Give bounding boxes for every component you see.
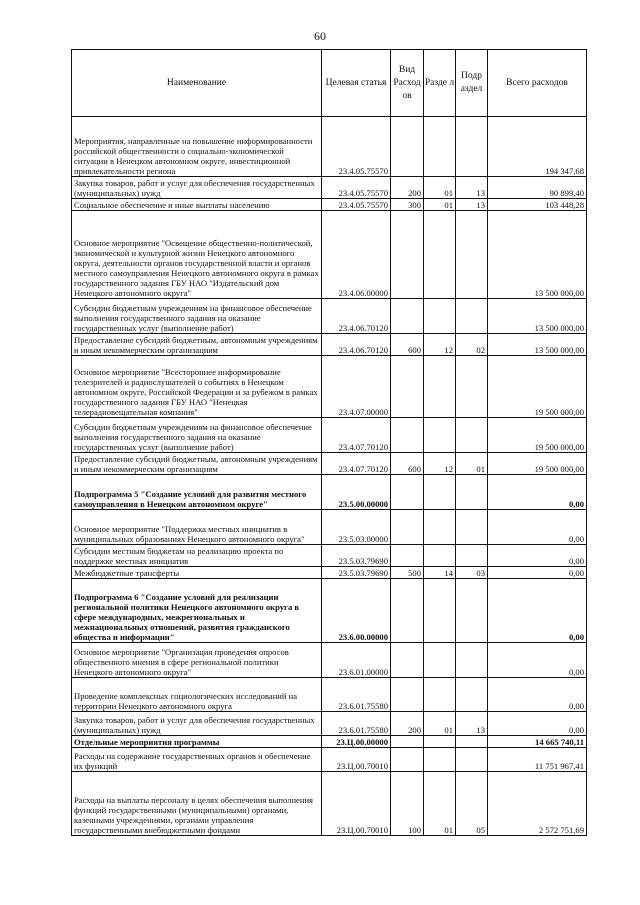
row-article-cell: 23.5.03.79690 <box>322 567 391 579</box>
row-section-cell <box>424 678 456 712</box>
row-expense-type-cell <box>391 643 424 678</box>
row-subsection-cell <box>456 117 488 177</box>
row-section-cell: 12 <box>424 453 456 475</box>
table-row <box>72 453 587 475</box>
row-subsection-cell: 13 <box>456 177 488 199</box>
row-article-cell: 23.4.06.70120 <box>322 299 391 334</box>
row-subsection-cell <box>456 510 488 545</box>
table-row <box>72 545 587 567</box>
row-subsection-cell <box>456 579 488 643</box>
row-section-cell <box>424 211 456 299</box>
row-amount-cell: 19 500 000,00 <box>488 453 587 475</box>
row-article-cell: 23.4.05.75570 <box>322 177 391 199</box>
row-amount-cell: 0,00 <box>488 643 587 678</box>
row-section-cell: 14 <box>424 567 456 579</box>
table-row <box>72 567 587 579</box>
row-expense-type-cell: 200 <box>391 177 424 199</box>
row-section-cell <box>424 117 456 177</box>
row-name-cell: Закупка товаров, работ и услуг для обеспечения государственных (муниципальных) нужд <box>72 177 322 199</box>
row-expense-type-cell <box>391 736 424 748</box>
row-expense-type-cell: 200 <box>391 712 424 736</box>
row-expense-type-cell <box>391 510 424 545</box>
table-header-row <box>72 50 587 117</box>
row-section-cell <box>424 643 456 678</box>
row-amount-cell: 90 899,40 <box>488 177 587 199</box>
row-expense-type-cell <box>391 117 424 177</box>
row-section-cell: 01 <box>424 199 456 211</box>
row-section-cell: 01 <box>424 712 456 736</box>
row-article-cell: 23.4.07.70120 <box>322 453 391 475</box>
row-amount-cell: 0,00 <box>488 475 587 510</box>
row-amount-cell: 19 500 000,00 <box>488 418 587 453</box>
row-expense-type-cell: 600 <box>391 334 424 356</box>
row-amount-cell: 19 500 000,00 <box>488 356 587 418</box>
row-expense-type-cell <box>391 211 424 299</box>
row-name-cell: Субсидии бюджетным учреждениям на финансовое обеспечение выполнения государственного задания на оказание государственных услуг (выполнение работ) <box>72 418 322 453</box>
row-section-cell <box>424 579 456 643</box>
header-subsection: Подр аздел <box>456 50 488 117</box>
row-article-cell: 23.6.01.75580 <box>322 678 391 712</box>
table-row <box>72 510 587 545</box>
row-amount-cell: 11 751 967,41 <box>488 748 587 772</box>
row-section-cell <box>424 299 456 334</box>
row-expense-type-cell <box>391 678 424 712</box>
row-article-cell: 23.4.07.00000 <box>322 356 391 418</box>
row-subsection-cell <box>456 211 488 299</box>
row-name-cell: Социальное обеспечение и иные выплаты населению <box>72 199 322 211</box>
row-subsection-cell <box>456 356 488 418</box>
row-article-cell: 23.6.01.00000 <box>322 643 391 678</box>
row-subsection-cell: 13 <box>456 199 488 211</box>
row-subsection-cell <box>456 475 488 510</box>
row-name-cell: Основное мероприятие "Организация проведения опросов общественного мнения в сфере региональной политики Ненецкого автономного округа" <box>72 643 322 678</box>
row-section-cell <box>424 475 456 510</box>
row-amount-cell: 0,00 <box>488 545 587 567</box>
table-row <box>72 643 587 678</box>
row-amount-cell: 13 500 000,00 <box>488 334 587 356</box>
row-section-cell <box>424 545 456 567</box>
table-row <box>72 299 587 334</box>
table-row <box>72 736 587 748</box>
row-subsection-cell <box>456 643 488 678</box>
row-expense-type-cell: 500 <box>391 567 424 579</box>
row-amount-cell: 0,00 <box>488 678 587 712</box>
row-amount-cell: 0,00 <box>488 510 587 545</box>
row-expense-type-cell <box>391 748 424 772</box>
table-row <box>72 579 587 643</box>
table-row <box>72 712 587 736</box>
row-amount-cell: 0,00 <box>488 567 587 579</box>
row-name-cell: Субсидии бюджетным учреждениям на финансовое обеспечение выполнения государственного задания на оказание государственных услуг (выполнение работ) <box>72 299 322 334</box>
table-row <box>72 199 587 211</box>
row-expense-type-cell <box>391 356 424 418</box>
header-expense-type: Вид Расход ов <box>391 50 424 117</box>
row-section-cell: 01 <box>424 772 456 836</box>
table-row <box>72 177 587 199</box>
row-section-cell <box>424 418 456 453</box>
row-name-cell: Подпрограмма 6 "Создание условий для реализации региональной политики Ненецкого автономного округа в сфере международных, межрегиональных и межнациональных отношений, развития гражданского общества и информации" <box>72 579 322 643</box>
row-amount-cell: 14 665 740,11 <box>488 736 587 748</box>
row-name-cell: Расходы на содержание государственных органов и обеспечение их функций <box>72 748 322 772</box>
row-name-cell: Основное мероприятие "Всестороннее информирование телезрителей и радиослушателей о событиях в Ненецком автономном округе, Российской Федерации и за рубежом в рамках государственного задания ГБУ НАО "Ненецкая телерадиовещательная компания" <box>72 356 322 418</box>
header-name: Наименование <box>72 50 322 117</box>
row-name-cell: Мероприятия, направленные на повышение информированности российской общественности о социально-экономической ситуации в Ненецком автономном округе, инвестиционной привлекательности региона <box>72 117 322 177</box>
row-amount-cell: 0,00 <box>488 579 587 643</box>
row-name-cell: Предоставление субсидий бюджетным, автономным учреждениям и иным некоммерческим организациям <box>72 334 322 356</box>
row-expense-type-cell <box>391 299 424 334</box>
row-article-cell: 23.Ц.00.70010 <box>322 748 391 772</box>
row-expense-type-cell: 600 <box>391 453 424 475</box>
row-subsection-cell <box>456 748 488 772</box>
row-amount-cell: 13 500 000,00 <box>488 211 587 299</box>
row-subsection-cell <box>456 418 488 453</box>
table-row <box>72 418 587 453</box>
row-article-cell: 23.6.00.00000 <box>322 579 391 643</box>
row-section-cell: 01 <box>424 177 456 199</box>
header-article: Целевая статья <box>322 50 391 117</box>
page-number: 60 <box>314 29 326 43</box>
row-subsection-cell <box>456 678 488 712</box>
table-row <box>72 211 587 299</box>
row-subsection-cell <box>456 736 488 748</box>
row-expense-type-cell <box>391 475 424 510</box>
row-amount-cell: 194 347,68 <box>488 117 587 177</box>
table-row <box>72 117 587 177</box>
row-expense-type-cell <box>391 545 424 567</box>
row-name-cell: Подпрограмма 5 "Создание условий для развития местного самоуправления в Ненецком автономном округе" <box>72 475 322 510</box>
row-amount-cell: 103 448,28 <box>488 199 587 211</box>
row-amount-cell: 13 500 000,00 <box>488 299 587 334</box>
row-section-cell: 12 <box>424 334 456 356</box>
row-article-cell: 23.4.07.70120 <box>322 418 391 453</box>
row-name-cell: Предоставление субсидий бюджетным, автономным учреждениям и иным некоммерческим организациям <box>72 453 322 475</box>
budget-table <box>71 49 587 836</box>
table-row <box>72 678 587 712</box>
table-body <box>72 117 587 836</box>
header-section: Разде л <box>424 50 456 117</box>
row-name-cell: Межбюджетные трансферты <box>72 567 322 579</box>
row-subsection-cell: 13 <box>456 712 488 736</box>
row-subsection-cell: 03 <box>456 567 488 579</box>
row-name-cell: Субсидии местным бюджетам на реализацию проекта по поддержке местных инициатив <box>72 545 322 567</box>
row-expense-type-cell: 100 <box>391 772 424 836</box>
table-row <box>72 356 587 418</box>
row-subsection-cell <box>456 299 488 334</box>
row-article-cell: 23.5.03.79690 <box>322 545 391 567</box>
header-total: Всего расходов <box>488 50 587 117</box>
row-section-cell <box>424 748 456 772</box>
table-row <box>72 748 587 772</box>
row-expense-type-cell <box>391 418 424 453</box>
row-expense-type-cell <box>391 579 424 643</box>
row-name-cell: Основное мероприятие "Освещение общественно-политической, экономической и культурной жизни Ненецкого автономного округа, деятельности органов государственной власти и органов местного самоуправления Ненецкого автономного округа в рамках государственного задания ГБУ НАО "Издательский дом Ненецкого автономного округа" <box>72 211 322 299</box>
table-row <box>72 772 587 836</box>
table-row <box>72 475 587 510</box>
row-article-cell: 23.4.06.00000 <box>322 211 391 299</box>
row-name-cell: Проведение комплексных социологических исследований на территории Ненецкого автономного округа <box>72 678 322 712</box>
row-article-cell: 23.5.03.00000 <box>322 510 391 545</box>
row-article-cell: 23.Ц.00.70010 <box>322 772 391 836</box>
row-subsection-cell: 02 <box>456 334 488 356</box>
row-name-cell: Расходы на выплаты персоналу в целях обеспечения выполнения функций государственными (муниципальными) органами, казенными учреждениями, органами управления государственными внебюджетными фондами <box>72 772 322 836</box>
row-subsection-cell <box>456 545 488 567</box>
row-amount-cell: 2 572 751,69 <box>488 772 587 836</box>
row-subsection-cell: 01 <box>456 453 488 475</box>
row-subsection-cell: 05 <box>456 772 488 836</box>
row-expense-type-cell: 300 <box>391 199 424 211</box>
row-article-cell: 23.5.00.00000 <box>322 475 391 510</box>
row-amount-cell: 0,00 <box>488 712 587 736</box>
table-row <box>72 334 587 356</box>
row-article-cell: 23.4.06.70120 <box>322 334 391 356</box>
row-section-cell <box>424 356 456 418</box>
row-name-cell: Закупка товаров, работ и услуг для обеспечения государственных (муниципальных) нужд <box>72 712 322 736</box>
row-name-cell: Отдельные мероприятия программы <box>72 736 322 748</box>
row-article-cell: 23.4.05.75570 <box>322 199 391 211</box>
row-section-cell <box>424 736 456 748</box>
row-name-cell: Основное мероприятие "Поддержка местных инициатив в муниципальных образованиях Ненецкого автономного округа" <box>72 510 322 545</box>
row-article-cell: 23.6.01.75580 <box>322 712 391 736</box>
row-section-cell <box>424 510 456 545</box>
row-article-cell: 23.Ц.00.00000 <box>322 736 391 748</box>
row-article-cell: 23.4.05.75570 <box>322 117 391 177</box>
